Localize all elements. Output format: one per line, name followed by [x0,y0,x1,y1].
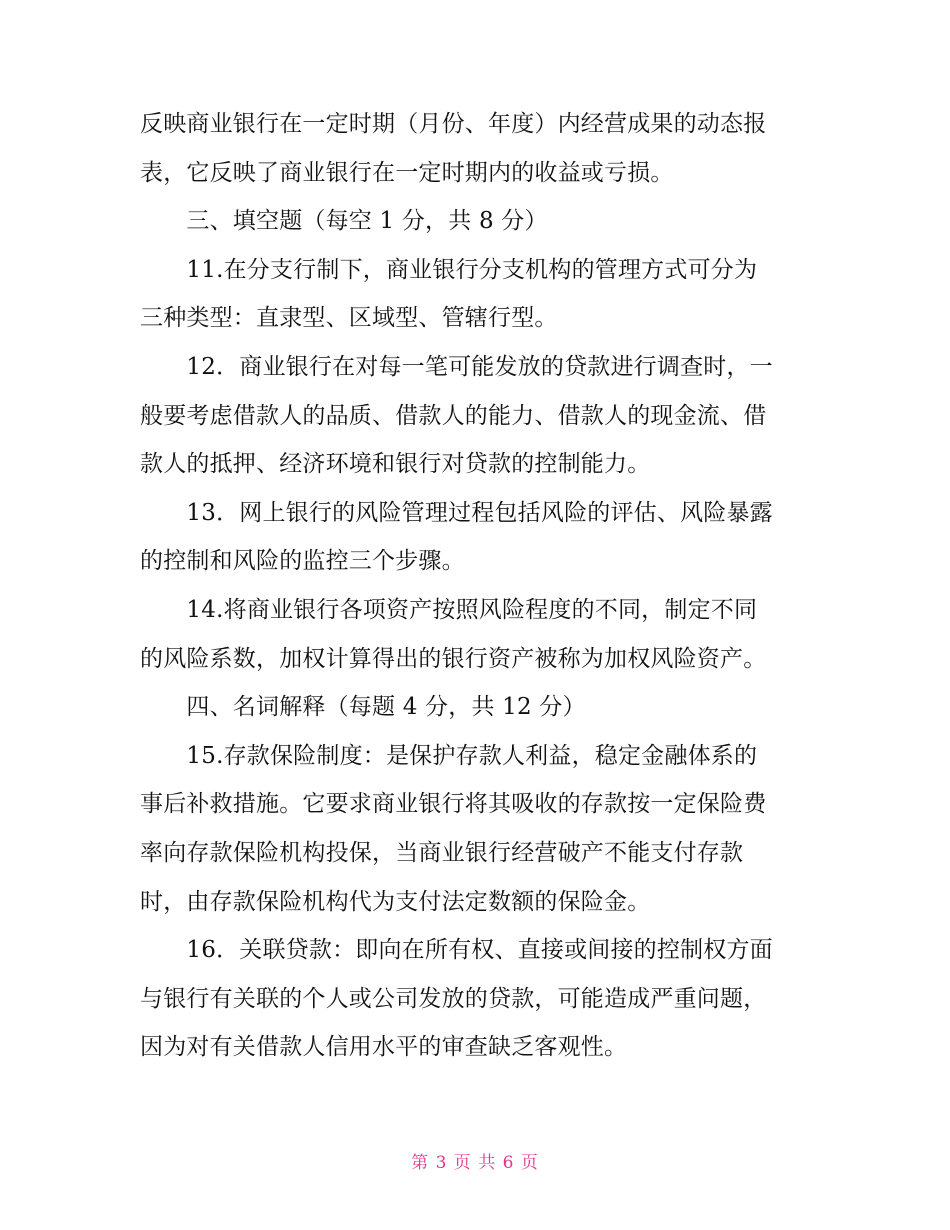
document-body [140,100,812,1072]
body-line: 反映商业银行在一定时期（月份、年度）内经营成果的动态报 [140,111,767,137]
body-line: 12．商业银行在对每一笔可能发放的贷款进行调查时，一 [140,353,773,380]
body-line: 表，它反映了商业银行在一定时期内的收益或亏损。 [140,159,674,186]
body-line: 的风险系数，加权计算得出的银行资产被称为加权风险资产。 [140,645,767,672]
body-line: 与银行有关联的个人或公司发放的贷款，可能造成严重问题， [140,985,767,1012]
body-line: 11.在分支行制下，商业银行分支机构的管理方式可分为 [140,256,758,283]
section-heading-term-definitions: 四、名词解释（每题 4 分，共 12 分） [140,694,586,721]
page-number-footer: 第 3 页 共 6 页 [411,1153,539,1173]
body-line: 15.存款保险制度：是保护存款人利益，稳定金融体系的 [140,742,758,769]
body-line: 率向存款保险机构投保，当商业银行经营破产不能支付存款 [140,839,744,866]
body-line: 事后补救措施。它要求商业银行将其吸收的存款按一定保险费 [140,791,767,818]
body-line: 13．网上银行的风险管理过程包括风险的评估、风险暴露 [140,499,773,526]
body-line: 14.将商业银行各项资产按照风险程度的不同，制定不同 [140,596,758,623]
body-line: 般要考虑借款人的品质、借款人的能力、借款人的现金流、借 [140,402,767,429]
section-heading-fill-in-blank: 三、填空题（每空 1 分，共 8 分） [140,208,548,235]
body-line: 因为对有关借款人信用水平的审查缺乏客观性。 [140,1034,628,1061]
body-line: 时，由存款保险机构代为支付法定数额的保险金。 [140,888,651,915]
body-line: 款人的抵押、经济环境和银行对贷款的控制能力。 [140,451,651,478]
body-line: 16．关联贷款：即向在所有权、直接或间接的控制权方面 [140,937,773,964]
body-line: 的控制和风险的监控三个步骤。 [140,548,465,575]
body-line: 三种类型：直隶型、区域型、管辖行型。 [140,305,558,332]
